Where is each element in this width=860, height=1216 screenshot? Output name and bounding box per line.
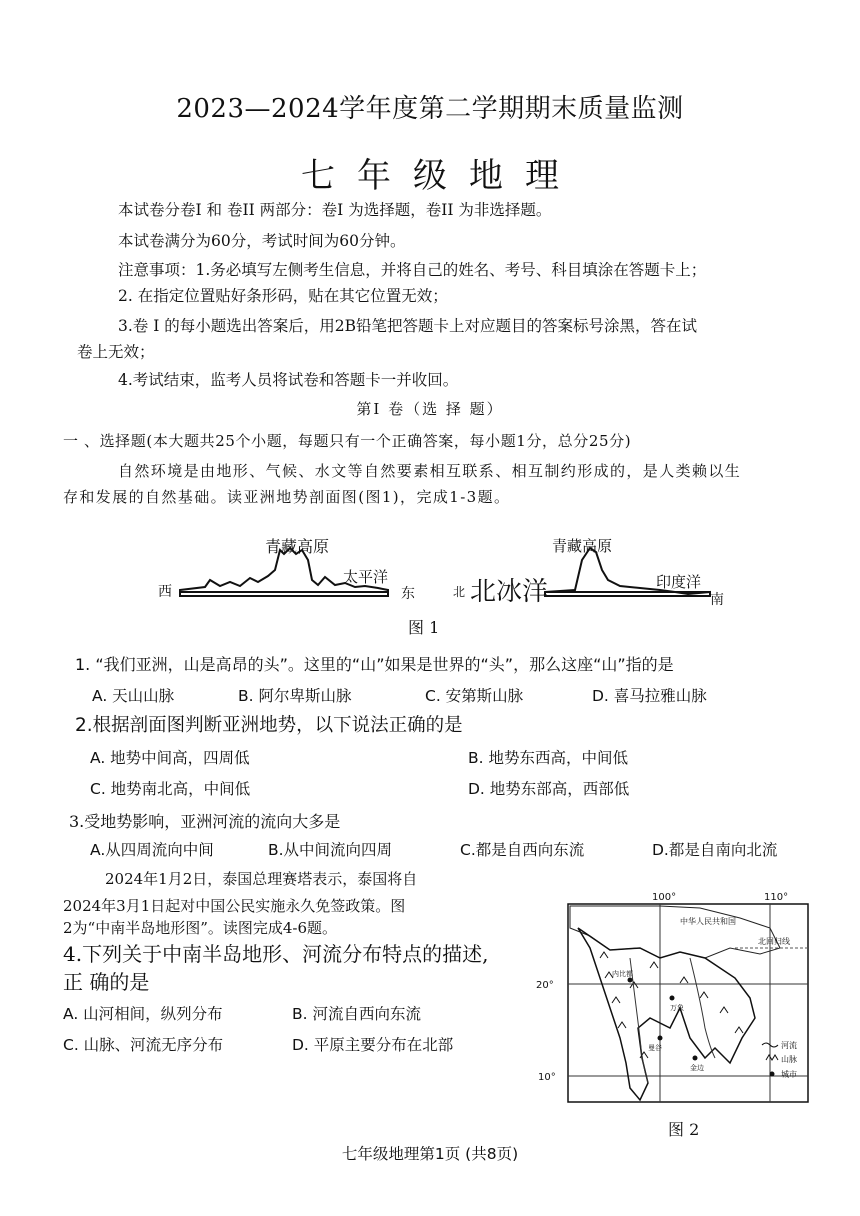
profile-east-label: 东	[401, 586, 415, 602]
question-option: D. 地势东部高，西部低	[468, 780, 630, 798]
part-heading: 一 、选择题(本大题共25个小题，每题只有一个正确答案，每小题1分，总分25分)	[63, 432, 632, 450]
instruction-line: 卷上无效；	[77, 343, 155, 361]
question-option: C.都是自西向东流	[460, 841, 585, 859]
figure1-caption: 图 1	[408, 618, 440, 637]
passage-text: 2024年3月1日起对中国公民实施永久免签政策。图	[63, 897, 406, 915]
city-label: 金边	[690, 1064, 704, 1072]
instruction-line: 注意事项：1.务必填写左侧考生信息，并将自己的姓名、考号、科目填涂在答题卡上；	[118, 261, 707, 279]
question-stem: 4.下列关于中南半岛地形、河流分布特点的描述,	[63, 942, 489, 966]
instruction-line: 本试卷分卷I 和 卷II 两部分：卷I 为选择题，卷II 为非选择题。	[118, 201, 552, 219]
question-option: D.都是自南向北流	[652, 841, 778, 859]
instruction-line: 4.考试结束，监考人员将试卷和答题卡一并收回。	[118, 371, 459, 389]
profile-right-ocean-label: 印度洋	[656, 573, 702, 591]
passage-text: 2为“中南半岛地形图”。读图完成4-6题。	[63, 919, 338, 937]
passage-text: 2024年1月2日，泰国总理赛塔表示，泰国将自	[105, 870, 418, 888]
question-stem: 正 确的是	[63, 970, 150, 994]
lon-right-label: 110°	[764, 892, 789, 903]
profile-left-ocean-label: 太平洋	[343, 568, 389, 586]
intro-text: 自然环境是由地形、气候、水文等自然要素相互联系、相互制约形成的，是人类赖以生	[118, 462, 742, 480]
page-footer: 七年级地理第1页 (共8页)	[341, 1145, 519, 1163]
question-option: A. 地势中间高，四周低	[90, 749, 250, 767]
profile-south-label: 南	[710, 592, 724, 608]
question-option: A. 天山山脉	[92, 687, 175, 705]
question-option: A. 山河相间，纵列分布	[63, 1005, 223, 1023]
question-stem: 2.根据剖面图判断亚洲地势，以下说法正确的是	[75, 715, 463, 736]
legend-river: 河流	[781, 1041, 797, 1050]
city-label: 曼谷	[648, 1044, 662, 1052]
profile-left-plateau-label: 青藏高原	[265, 537, 330, 556]
question-option: B. 阿尔卑斯山脉	[238, 687, 352, 705]
question-option: C. 地势南北高，中间低	[90, 780, 251, 798]
question-stem: 1. “我们亚洲，山是高昂的头”。这里的“山”如果是世界的“头”，那么这座“山”指的是	[75, 655, 674, 674]
figure2-caption: 图 2	[668, 1120, 700, 1139]
lat-bottom-label: 10°	[538, 1072, 556, 1083]
question-option: B. 地势东西高，中间低	[468, 749, 628, 767]
figure2-map	[530, 888, 815, 1113]
section-title: 第I 卷（选 择 题）	[356, 400, 504, 418]
legend-city: 城市	[781, 1070, 797, 1079]
question-option: C. 山脉、河流无序分布	[63, 1036, 224, 1054]
question-option: A.从四周流向中间	[90, 841, 214, 859]
lat-top-label: 20°	[536, 980, 554, 991]
question-option: B.从中间流向四周	[268, 841, 393, 859]
figure1-profiles	[150, 530, 740, 610]
question-stem: 3.受地势影响，亚洲河流的流向大多是	[69, 812, 341, 831]
question-option: C. 安第斯山脉	[425, 687, 524, 705]
question-option: B. 河流自西向东流	[292, 1005, 421, 1023]
question-option: D. 平原主要分布在北部	[292, 1036, 454, 1054]
profile-north-label: 北	[453, 585, 466, 599]
profile-arctic-ocean-label: 北冰洋	[470, 577, 549, 607]
instruction-line: 3.卷 I 的每小题选出答案后，用2B铅笔把答题卡上对应题目的答案标号涂黑，答在试	[118, 317, 698, 335]
question-option: D. 喜马拉雅山脉	[592, 687, 707, 705]
legend-mountain: 山脉	[781, 1055, 797, 1064]
china-label: 中华人民共和国	[680, 917, 736, 926]
intro-text: 存和发展的自然基础。读亚洲地势剖面图(图1)，完成1-3题。	[63, 488, 511, 506]
profile-west-label: 西	[158, 584, 172, 600]
tropic-label: 北回归线	[758, 937, 790, 946]
city-label: 内比都	[612, 970, 633, 978]
profile-right-plateau-label: 青藏高原	[552, 537, 613, 555]
instruction-line: 2. 在指定位置贴好条形码，贴在其它位置无效；	[118, 287, 448, 305]
instruction-line: 本试卷满分为60分，考试时间为60分钟。	[118, 232, 406, 250]
city-label: 万象	[670, 1004, 684, 1012]
lon-left-label: 100°	[652, 892, 677, 903]
exam-title: 2023—2024学年度第二学期期末质量监测	[176, 94, 684, 124]
subject-title: 七年级地理	[301, 156, 581, 196]
